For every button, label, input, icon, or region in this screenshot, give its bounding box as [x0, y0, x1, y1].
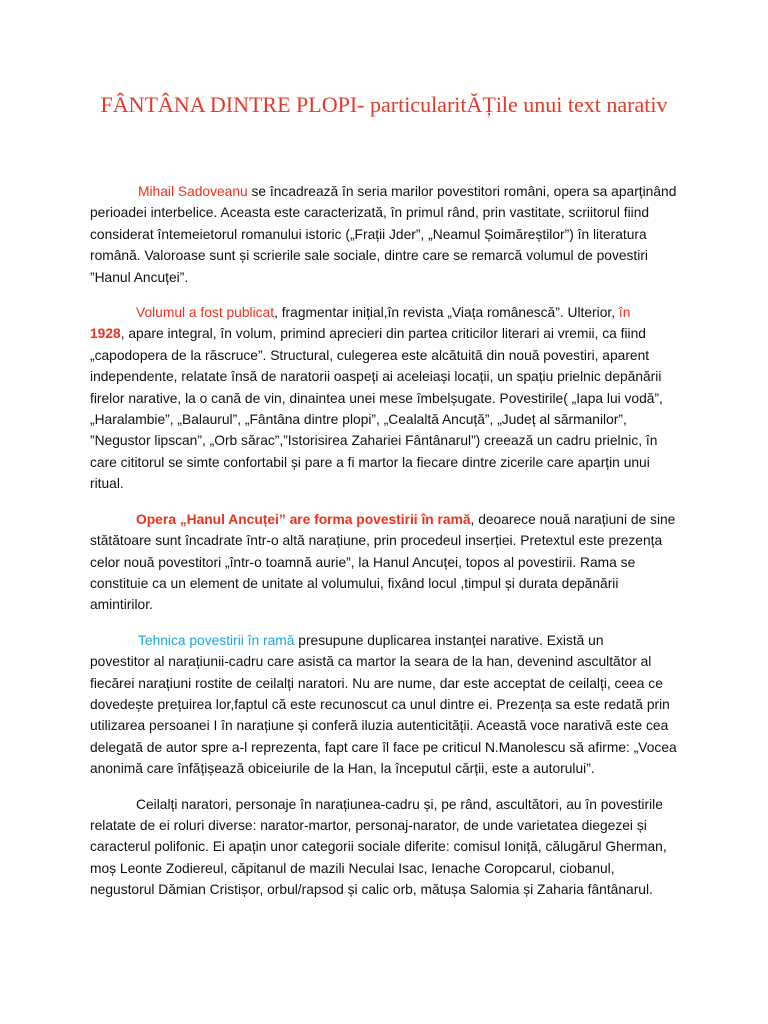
highlight-frame-technique: Tehnica povestirii în ramă: [138, 632, 295, 648]
text-line: se încadrează în seria marilor povestitori români, opera sa aparținând: [247, 184, 677, 199]
text-line: , fragmentar inițial,în revista „Viața românescă”. Ulterior,: [274, 305, 619, 321]
document-body: [90, 181, 680, 915]
text-line: firelor narative, la o cană de vin, dinaintea unei mese îmbelșugate. Povestirile( „Iapa lui vodă”,: [90, 390, 663, 406]
text-line: Ceilalți naratori, personaje în narațiunea-cadru și, pe rând, ascultători, au în povestirile: [136, 796, 663, 812]
paragraph-4: [90, 630, 680, 780]
text-line: constituie ca un element de unitate al volumului, fixând locul ,timpul și durata depănării: [90, 575, 619, 591]
paragraph-5: [90, 794, 680, 901]
text-line: presupune duplicarea instanței narative. Există un: [294, 632, 604, 648]
text-line: delegată de autor spre a-l reprezenta, fapt care îl face pe criticul N.Manolescu să afirme: „Vocea: [90, 739, 677, 755]
text-line: celor nouă povestitori „într-o toamnă aurie”, la Hanul Ancuței, topos al povestirii. Rama se: [90, 554, 636, 570]
text-line: care cititorul se simte confortabil și pare a fi martor la fiecare dintre zicerile care aparțin unui: [90, 454, 650, 470]
text-line: fiecărei narațiuni rostite de ceilalți naratori. Nu are nume, dar este acceptat de ceilalți, ceea ce: [90, 675, 663, 691]
text-line: relatate de ei roluri diverse: narator-martor, personaj-narator, de unde varietatea diegezei și: [90, 817, 647, 833]
text-line: dovedește prețuirea lor,faptul că este recunoscut ca unul dintre ei. Prezența sa este redată prin: [90, 696, 670, 712]
text-line: română. Valoroase sunt și scrierile sale sociale, dintre care se remarcă volumul de povestiri: [90, 248, 648, 264]
text-line: perioadei interbelice. Aceasta este caracterizată, în primul rând, prin vastitate, scriitorul fiind: [90, 205, 650, 221]
text-line: stătătoare sunt încadrate într-o altă narațiune, prin procedeul inserției. Pretextul este prezența: [90, 533, 663, 549]
text-line: „capodopera de la răscruce”. Structural, culegerea este alcătuită din nouă povestiri, aparent: [90, 347, 650, 363]
text-line: ”Hanul Ancuței”.: [90, 269, 189, 285]
text-line: povestitor al narațiunii-cadru care asistă ca martor la seara de la han, devenind ascultător al: [90, 654, 652, 670]
paragraph-2: [90, 302, 680, 495]
text-line: , deoarece nouă narațiuni de sine: [470, 511, 676, 527]
text-line: negustorul Dămian Cristișor, orbul/rapsod și calic orb, mătușa Salomia și Zaharia fântânarul.: [90, 882, 653, 898]
text-line: considerat întemeietorul romanului istoric („Frații Jder”, „Neamul Șoimăreștilor”) în literatura: [90, 226, 647, 242]
text-line: , apare integral, în volum, primind aprecieri din partea criticilor literari ai vremii, ca fiind: [120, 326, 646, 342]
text-line: independente, relatate însă de naratorii oaspeți ai aceleiași locații, un spațiu prielnic depănării: [90, 369, 662, 385]
document-title: FÂNTÂNA DINTRE PLOPI- particularitĂȚile unui text narativ: [100, 92, 668, 117]
text-line: caracterul polifonic. Ei apațin unor categorii sociale diferite: comisul Ioniță, călugărul Gherman,: [90, 839, 667, 855]
highlight-frame-story-form: Opera „Hanul Ancuței” are forma povestirii în ramă: [136, 511, 471, 527]
text-line: „Haralambie”, „Balaurul”, „Fântâna dintre plopi”, „Cealaltă Ancuță”, „Județ al sărmanilor”,: [90, 412, 627, 428]
paragraph-3: [90, 509, 680, 616]
highlight-publication: Volumul a fost publicat: [136, 305, 275, 321]
text-line: amintirilor.: [90, 597, 153, 613]
text-line: ”Negustor lipscan”, „Orb sărac”,”Istorisirea Zahariei Fântânarul”) creează un cadru prielnic, în: [90, 433, 658, 449]
text-line: utilizarea persoanei I în narațiune și conferă iluzia autenticității. Această voce narativă este cea: [90, 718, 669, 734]
highlight-year-1928: 1928: [90, 326, 121, 342]
text-line: moș Leonte Zodiereul, căpitanul de mazili Neculai Isac, Ienache Coropcarul, ciobanul,: [90, 860, 615, 876]
text-line: ritual.: [90, 476, 124, 492]
text-line: anonimă care înfățișează obiceiurile de la Han, la începutul cărții, este a autorului”.: [90, 761, 595, 777]
highlight-in: în: [618, 305, 631, 321]
paragraph-1: [90, 181, 680, 288]
highlight-author-name: Mihail Sadoveanu: [138, 184, 248, 199]
